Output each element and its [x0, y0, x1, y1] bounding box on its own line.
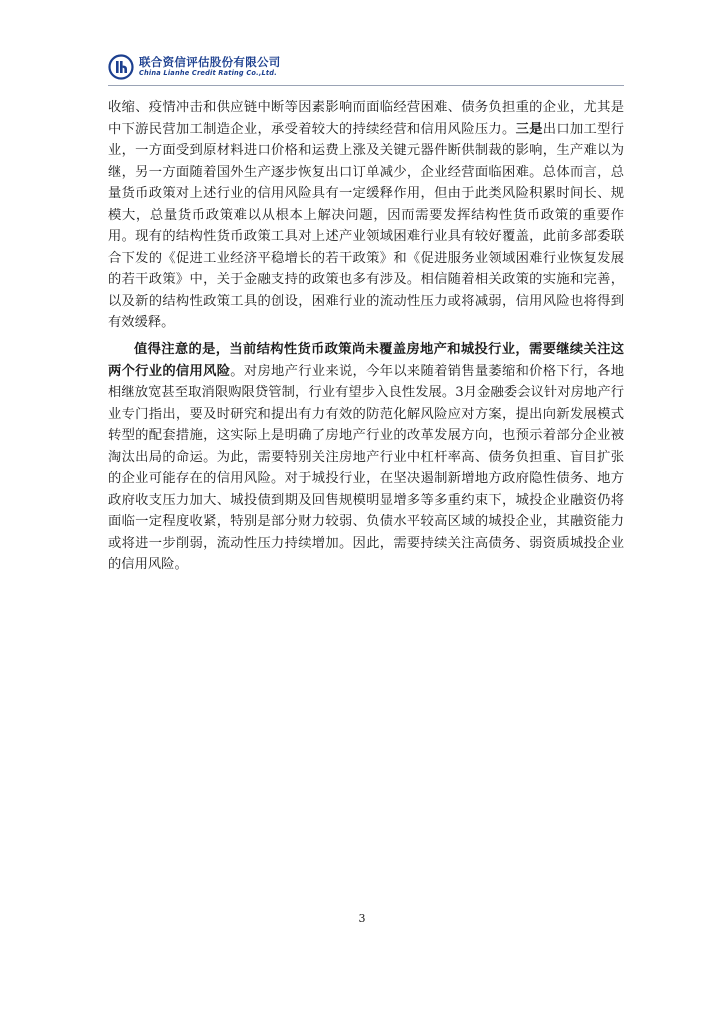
- page-number: 3: [358, 912, 366, 925]
- company-name-cn: 联合资信评估股份有限公司: [139, 55, 281, 69]
- paragraph-1-bold-lead: 三是: [515, 121, 543, 137]
- paragraph-1-text: 收缩、疫情冲击和供应链中断等因素影响而面临经营困难、债务负担重的企业，尤其是中下游民营加工制造企业，承受着较大的持续经营和信用风险压力。: [108, 100, 624, 137]
- header-divider: [108, 85, 624, 86]
- paragraph-2-rest: 。对房地产行业来说，今年以来随着销售量萎缩和价格下行，各地相继放宽甚至取消限购限贷管制，行业有望步入良性发展。3月金融委会议针对房地产行业专门指出，要及时研究和提出有力有效的防范化解风险应对方案，提出向新发展模式转型的配套措施，这实际上是明确了房地产行业的改革发展方向，也预示着部分企业被淘汰出局的命运。为此，需要特别关注房地产行业中杠杆率高、债务负担重、盲目扩张的企业可能存在的信用风险。对于城投行业，在坚决遏制新增地方政府隐性债务、地方政府收支压力加大、城投债到期及回售规模明显增多等多重约束下，城投企业融资仍将面临一定程度收紧，特别是部分财力较弱、负债水平较高区域的城投企业，其融资能力或将进一步削弱，流动性压力持续增加。因此，需要持续关注高债务、弱资质城投企业的信用风险。: [108, 363, 625, 573]
- paragraph-1-rest: 出口加工型行业，一方面受到原材料进口价格和运费上涨及关键元器件断供制裁的影响，生产难以为继，另一方面随着国外生产逐步恢复出口订单减少，企业经营面临困难。总体而言，总量货币政策对上述行业的信用风险具有一定缓释作用，但由于此类风险积累时间长、规模大，总量货币政策难以从根本上解决问题，因而需要发挥结构性货币政策的重要作用。现有的结构性货币政策工具对上述产业领域困难行业具有较好覆盖，此前多部委联合下发的《促进工业经济平稳增长的若干政策》和《促进服务业领域困难行业恢复发展的若干政策》中，关于金融支持的政策也多有涉及。相信随着相关政策的实施和完善，以及新的结构性政策工具的创设，困难行业的流动性压力或将减弱，信用风险也将得到有效缓释。: [108, 121, 625, 331]
- company-name-en: China Lianhe Credit Rating Co.,Ltd.: [139, 69, 277, 77]
- paragraph-2: [108, 339, 624, 576]
- paragraph-1: [108, 97, 624, 334]
- page-header: [108, 52, 624, 84]
- company-logo-icon: [108, 54, 134, 80]
- paragraph-2-bold-lead: 值得注意的是，当前结构性货币政策尚未覆盖房地产和城投行业，需要继续关注这两个行业的信用风险: [108, 342, 624, 379]
- document-body: [108, 97, 624, 576]
